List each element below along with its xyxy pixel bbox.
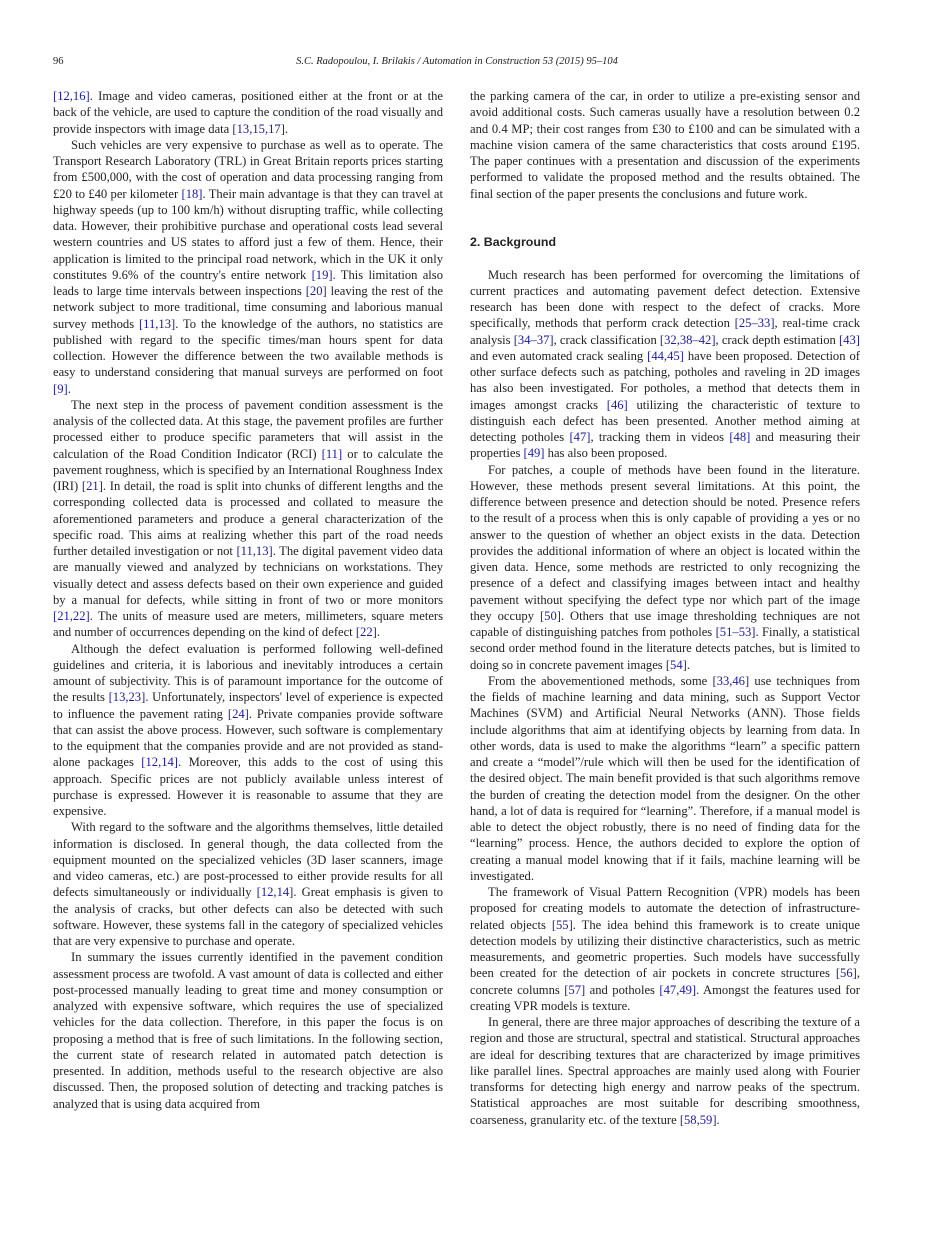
running-header	[53, 56, 861, 72]
citation-link[interactable]: [11,13]	[138, 316, 176, 331]
citation-link[interactable]: [57]	[564, 982, 586, 997]
background-section-body	[470, 267, 860, 1128]
citation-link[interactable]: [21,22]	[53, 609, 90, 623]
citation-link[interactable]: [12,16]	[53, 89, 90, 103]
citation-link[interactable]: [11,13]	[236, 544, 273, 558]
citation-link[interactable]: [12,14]	[256, 885, 294, 900]
citation-link[interactable]: [24]	[227, 706, 249, 721]
paragraph: Much research has been performed for overcoming the limitations of current practices and automating pavement defect detection. Extensive research has been done with respect to the defect of cracks. More specifically, methods that perform crack detection [25–33], real-time crack analysis [34–37], crack classification [32,38–42], crack depth estimation [43] and even automated crack sealing [44,45] have been proposed. Detection of other surface defects such as patching, potholes and raveling in 2D images has also been investigated. For potholes, a method that detects them in images amongst cracks [46] utilizing the characteristic of texture to distinguish each defect has been presented. Another method aiming at detecting potholes [47], tracking them in videos [48] and measuring their properties [49] has also been proposed.	[470, 267, 861, 461]
citation-link[interactable]: [19]	[311, 267, 333, 282]
citation-link[interactable]: [58,59]	[679, 1112, 717, 1127]
citation-link[interactable]: [47]	[569, 430, 591, 444]
citation-link[interactable]: [18]	[181, 186, 203, 201]
citation-link[interactable]: [51–53]	[715, 625, 756, 639]
right-column-intro	[470, 88, 860, 202]
citation-link[interactable]: [49]	[523, 446, 545, 461]
journal-citation-line: S.C. Radopoulou, I. Brilakis / Automation in Construction 53 (2015) 95–104	[296, 56, 618, 67]
paragraph: the parking camera of the car, in order to utilize a pre-existing sensor and avoid additional costs. Such cameras usually have a resolution between 0.2 and 0.4 MP; their cost ranges from £30 to £100 and can be simulated with a machine vision camera of the same characteristics that costs around £195. The paper continues with a presentation and discussion of the experiments performed to validate the proposed method and the results obtained. The final section of the paper presents the conclusions and future work.	[470, 89, 860, 201]
citation-link[interactable]: [47,49]	[659, 982, 697, 997]
paragraph: For patches, a couple of methods have been found in the literature. However, these methods present several limitations. At this point, the difference between presence and detection should be noted. Presence refers to the result of a process when this is only capable of providing a yes or no answer to the question of whether an object exists in the data. Detection provides the additional information of where an object is located within the given data. Hence, some methods are restricted to only recognizing the presence of a defect and classifying images between intact and healthy pavement without specifying the defect type nor which part of the image they occupy [50]. Others that use image thresholding techniques are not capable of distinguishing patches from potholes [51–53]. Finally, a statistical second order method found in the literature detects patches, but is limited to doing so in concrete pavement images [54].	[470, 462, 860, 672]
citation-link[interactable]: [13,15,17]	[232, 121, 285, 136]
citation-link[interactable]: [11]	[321, 446, 343, 461]
citation-link[interactable]: [56]	[835, 966, 857, 981]
citation-link[interactable]: [13,23]	[108, 690, 146, 705]
citation-link[interactable]: [44,45]	[647, 348, 684, 363]
right-column	[470, 88, 860, 1128]
citation-link[interactable]: [54]	[665, 657, 687, 672]
citation-link[interactable]: [48]	[729, 430, 751, 444]
citation-link[interactable]: [20]	[305, 284, 327, 298]
paragraph: In summary the issues currently identified in the pavement condition assessment process are twofold. A vast amount of data is collected and either post-processed manually leading to great time and money consumption or analyzed with expensive software, which requires the use of specialized vehicles for the data collection. Therefore, in this paper the focus is on proposing a method that is free of such limitations. In the following section, the current state of research related in automated patch detection is presented. In addition, methods useful to the research objective are also discussed. Then, the proposed solution of detecting and tracking patches is analyzed that is using data acquired from	[53, 950, 443, 1111]
paragraph: Such vehicles are very expensive to purchase as well as to operate. The Transport Research Laboratory (TRL) in Great Britain reports prices starting from £500,000, with the cost of operation and data processing ranging from £20 to £40 per kilometer [18]. Their main advantage is that they can travel at highway speeds (up to 100 km/h) without disrupting traffic, while collecting data. However, their prohibitive purchase and operational costs lead several western countries and US states to afford just a few of them. Hence, their application is limited to the principal road network, which in the UK it only constitutes 9.6% of the country's entire network [19]. This limitation also leads to large time intervals between inspections [20] leaving the rest of the network subject to more traditional, time consuming and laborious manual survey methods [11,13]. To the knowledge of the authors, no statistics are published with regard to the specific times/man hours spent for data collection. However the difference between the two available methods is easy to understand considering that manual surveys are performed on foot [9].	[53, 137, 443, 396]
paragraph: Although the defect evaluation is performed following well-defined guidelines and criteria, it is laborious and inevitably introduces a certain amount of subjectivity. This is of paramount importance for the outcome of the results [13,23]. Unfortunately, inspectors' level of experience is expected to influence the pavement rating [24]. Private companies provide software that can assist the above process. However, such software is complementary to the equipment that the companies provide and are not provided as stand-alone packages [12,14]. Moreover, this adds to the cost of using this approach. Specific prices are not publicly available unless interest of purchase is expressed. However it is reasonable to assume that they are expensive.	[53, 641, 443, 818]
paragraph: The next step in the process of pavement condition assessment is the analysis of the collected data. At this stage, the pavement profiles are further processed either to produce specific parameters that will assist in the calculation of the Road Condition Indicator (RCI) [11] or to calculate the pavement roughness, which is specified by an International Roughness Index (IRI) [21]. In detail, the road is split into chunks of different lengths and the corresponding collected data is processed and collated to measure the aforementioned parameters and produce a general characterization of the specific road. This aims at realizing whether this part of the road needs further detailed investigation or not [11,13]. The digital pavement video data are manually viewed and analyzed by technicians on workstations. They visually detect and assess defects based on their own experience and guided by a manual for defects, while sitting in front of two or more monitors [21,22]. The units of measure used are meters, millimeters, square meters and number of occurrences depending on the kind of defect [22].	[53, 397, 443, 640]
citation-link[interactable]: [12,14]	[141, 755, 179, 770]
paragraph: In general, there are three major approaches of describing the texture of a region and those are structural, spectral and statistical. Structural approaches are ideal for describing textures that are characterized by image primitives like parallel lines. Spectral approaches are mainly used along with Fourier transforms for detecting high energy and narrow peaks of the spectrum. Statistical approaches are most suitable for describing smoothness, coarseness, granularity etc. of the texture [58,59].	[470, 1015, 860, 1127]
citation-link[interactable]: [22]	[355, 625, 377, 640]
citation-link[interactable]: [33,46]	[712, 673, 750, 688]
citation-link[interactable]: [21]	[81, 479, 103, 493]
paragraph: From the abovementioned methods, some [33,46] use techniques from the fields of machine learning and data mining, such as Support Vector Machines (SVM) and Artificial Neural Networks (ANN). Those fields include algorithms that aim at identifying objects by learning from data. In other words, data is used to make the algorithms “learn” a specific pattern and create a “model”/rule which will then be used for the identification of the desired object. The main benefit provided is that such algorithms remove the burden of creating the detection model from the designer. On the other hand, a lot of data is required for “learning”. Therefore, if a manual model is able to detect the object robustly, there is no need of finding data for the “learning” process. Hence, the authors decided to explore the option of creating a manual model knowing that if it fails, machine learning will be investigated.	[470, 673, 860, 883]
page-number: 96	[53, 56, 64, 67]
citation-link[interactable]: [25–33]	[734, 316, 775, 331]
left-column	[53, 88, 443, 1112]
citation-link[interactable]: [34–37]	[513, 332, 554, 347]
paragraph: The framework of Visual Pattern Recognition (VPR) models has been proposed for creating models to automate the detection of infrastructure-related objects [55]. The idea behind this framework is to create unique detection models by utilizing their distinctive characteristics, such as metric measurements, and geometric properties. Such models have successfully been created for the detection of air pockets in concrete structures [56], concrete columns [57] and potholes [47,49]. Amongst the features used for creating VPR models is texture.	[470, 885, 861, 1013]
paragraph: With regard to the software and the algorithms themselves, little detailed information is disclosed. In general though, the data collected from the equipment mounted on the specialized vehicles (3D laser scanners, image and video cameras, etc.) are post-processed to either provide results for all defects simultaneously or individually [12,14]. Great emphasis is given to the analysis of cracks, but other defects can also be detected with such software. However, these systems fall in the category of specialized vehicles that are very expensive to purchase and operate.	[53, 820, 443, 948]
citation-link[interactable]: [46]	[606, 397, 628, 412]
citation-link[interactable]: [50]	[539, 608, 561, 623]
citation-link[interactable]: [55]	[551, 917, 573, 932]
paragraph: [12,16]. Image and video cameras, positioned either at the front or at the back of the vehicle, are used to capture the condition of the road visually and provide inspectors with image data [13,15,17].	[53, 89, 443, 136]
citation-link[interactable]: [43]	[839, 332, 860, 347]
section-heading-background: 2. Background	[470, 234, 557, 249]
citation-link[interactable]: [9]	[53, 381, 68, 396]
citation-link[interactable]: [32,38–42]	[659, 332, 716, 347]
